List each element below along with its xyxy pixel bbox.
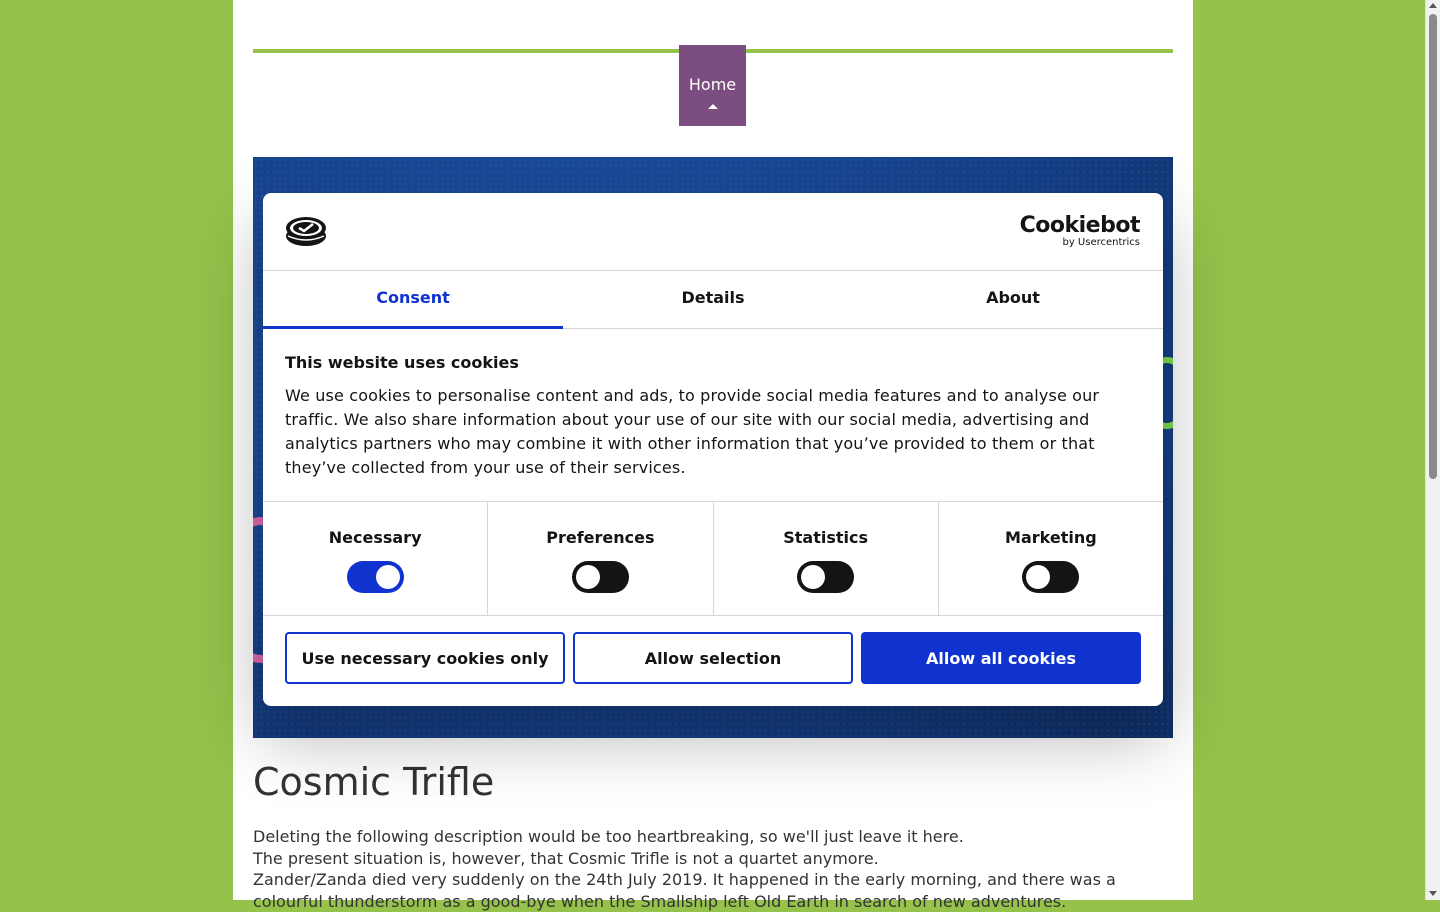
allow-selection-button[interactable]: Allow selection <box>573 632 853 684</box>
statistics-switch[interactable] <box>797 561 854 593</box>
toggle-label: Preferences <box>488 528 712 547</box>
switch-knob <box>1026 565 1050 589</box>
preferences-switch[interactable] <box>572 561 629 593</box>
scrollbar-thumb[interactable] <box>1429 14 1437 479</box>
cookie-dialog-header <box>263 193 1163 271</box>
toggle-label: Statistics <box>714 528 938 547</box>
toggle-statistics <box>714 502 939 615</box>
necessary-switch[interactable] <box>347 561 404 593</box>
toggle-label: Marketing <box>939 528 1163 547</box>
cookie-description: We use cookies to personalise content and ads, to provide social media features and to analyse our traffic. We also share information about your use of our site with our social media, advertising and analytics partners who may combine it with other information that you’ve provided to them or that they’ve collected from your use of their services. <box>285 384 1141 480</box>
tab-about[interactable]: About <box>863 271 1163 328</box>
cookie-heading: This website uses cookies <box>285 353 1141 372</box>
use-necessary-only-button[interactable]: Use necessary cookies only <box>285 632 565 684</box>
switch-knob <box>801 565 825 589</box>
page-title: Cosmic Trifle <box>253 760 494 804</box>
brand-subtitle: by Usercentrics <box>1020 237 1140 249</box>
cookie-category-toggles <box>263 502 1163 616</box>
description-line: The present situation is, however, that Cosmic Trifle is not a quartet anymore. <box>253 848 1173 870</box>
nav-home-link[interactable] <box>679 45 746 126</box>
description-line: colourful thunderstorm as a good-bye when the Smallship left Old Earth in search of new adventures. <box>253 891 1173 912</box>
cookie-body <box>263 329 1163 502</box>
cookie-consent-dialog <box>263 193 1163 706</box>
caret-up-icon <box>708 104 718 109</box>
switch-knob <box>376 565 400 589</box>
toggle-necessary <box>263 502 488 615</box>
toggle-marketing <box>939 502 1163 615</box>
page-scrollbar[interactable] <box>1425 0 1440 900</box>
tab-details[interactable]: Details <box>563 271 863 328</box>
scroll-down-icon[interactable] <box>1429 891 1437 896</box>
cookie-tabs <box>263 271 1163 329</box>
cookie-actions <box>263 616 1163 684</box>
toggle-preferences <box>488 502 713 615</box>
brand-name: Cookiebot <box>1020 215 1140 237</box>
page-description <box>253 826 1173 912</box>
scroll-up-icon[interactable] <box>1429 3 1437 8</box>
marketing-switch[interactable] <box>1022 561 1079 593</box>
switch-knob <box>576 565 600 589</box>
allow-all-cookies-button[interactable]: Allow all cookies <box>861 632 1141 684</box>
description-line: Deleting the following description would be too heartbreaking, so we'll just leave it here. <box>253 826 1173 848</box>
tab-consent[interactable]: Consent <box>263 271 563 328</box>
toggle-label: Necessary <box>263 528 487 547</box>
description-line: Zander/Zanda died very suddenly on the 24th July 2019. It happened in the early morning, and there was a <box>253 869 1173 891</box>
cookie-logo-icon <box>285 215 327 247</box>
nav-home-label: Home <box>689 75 736 94</box>
cookiebot-brand <box>1020 215 1140 249</box>
